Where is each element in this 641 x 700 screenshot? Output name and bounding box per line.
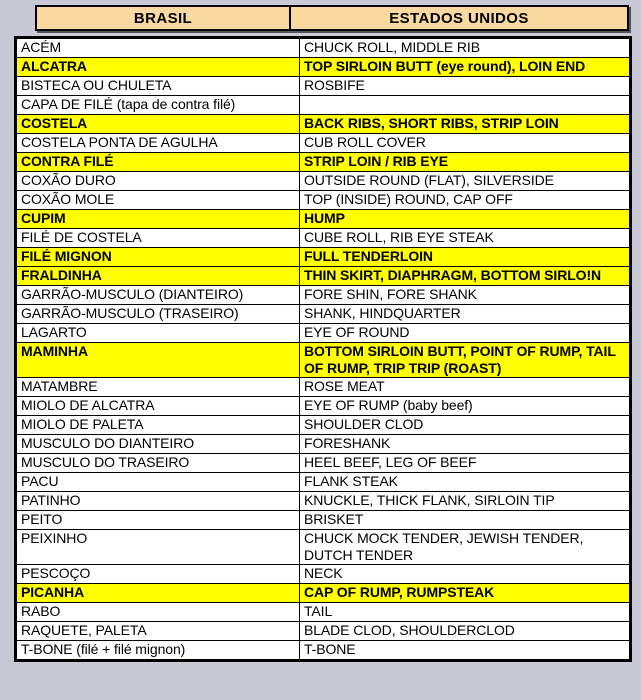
cell-estados-unidos: EYE OF ROUND <box>300 324 630 343</box>
table-row <box>17 267 630 286</box>
cell-estados-unidos: CHUCK ROLL, MIDDLE RIB <box>300 39 630 58</box>
table-row <box>17 641 630 660</box>
table-row <box>17 77 630 96</box>
cell-brasil: FRALDINHA <box>17 267 300 286</box>
cell-estados-unidos: BOTTOM SIRLOIN BUTT, POINT OF RUMP, TAIL OF RUMP, TRIP TRIP (ROAST) <box>300 343 630 378</box>
cell-brasil: COSTELA <box>17 115 300 134</box>
beef-cuts-table-container <box>14 36 632 662</box>
cell-brasil: COXÃO MOLE <box>17 191 300 210</box>
table-row <box>17 96 630 115</box>
cell-estados-unidos: SHANK, HINDQUARTER <box>300 305 630 324</box>
cell-estados-unidos: THIN SKIRT, DIAPHRAGM, BOTTOM SIRLO!N <box>300 267 630 286</box>
cell-estados-unidos: ROSE MEAT <box>300 378 630 397</box>
table-row <box>17 172 630 191</box>
cell-estados-unidos: FORESHANK <box>300 435 630 454</box>
table-row <box>17 305 630 324</box>
cell-estados-unidos: HEEL BEEF, LEG OF BEEF <box>300 454 630 473</box>
cell-brasil: FILÉ MIGNON <box>17 248 300 267</box>
cell-brasil: PATINHO <box>17 492 300 511</box>
cell-brasil: ALCATRA <box>17 58 300 77</box>
cell-estados-unidos: NECK <box>300 565 630 584</box>
cell-estados-unidos: CUB ROLL COVER <box>300 134 630 153</box>
table-row <box>17 115 630 134</box>
cell-estados-unidos: STRIP LOIN / RIB EYE <box>300 153 630 172</box>
cell-estados-unidos: OUTSIDE ROUND (FLAT), SILVERSIDE <box>300 172 630 191</box>
table-row <box>17 191 630 210</box>
table-row <box>17 454 630 473</box>
table-row <box>17 511 630 530</box>
table-row <box>17 416 630 435</box>
table-header-band <box>35 5 629 31</box>
cell-estados-unidos: CHUCK MOCK TENDER, JEWISH TENDER, DUTCH TENDER <box>300 530 630 565</box>
cell-estados-unidos: TAIL <box>300 603 630 622</box>
cell-brasil: COXÃO DURO <box>17 172 300 191</box>
table-row <box>17 343 630 378</box>
cell-estados-unidos: ROSBIFE <box>300 77 630 96</box>
table-row <box>17 473 630 492</box>
cell-brasil: PESCOÇO <box>17 565 300 584</box>
cell-estados-unidos: FULL TENDERLOIN <box>300 248 630 267</box>
cell-brasil: BISTECA OU CHULETA <box>17 77 300 96</box>
cell-brasil: RABO <box>17 603 300 622</box>
cell-brasil: MATAMBRE <box>17 378 300 397</box>
table-row <box>17 435 630 454</box>
cell-estados-unidos: T-BONE <box>300 641 630 660</box>
table-row <box>17 210 630 229</box>
table-row <box>17 584 630 603</box>
table-row <box>17 134 630 153</box>
table-row <box>17 58 630 77</box>
cell-estados-unidos: TOP (INSIDE) ROUND, CAP OFF <box>300 191 630 210</box>
table-row <box>17 153 630 172</box>
cell-estados-unidos: BRISKET <box>300 511 630 530</box>
cell-brasil: PACU <box>17 473 300 492</box>
cell-estados-unidos: BACK RIBS, SHORT RIBS, STRIP LOIN <box>300 115 630 134</box>
cell-brasil: GARRÃO-MUSCULO (DIANTEIRO) <box>17 286 300 305</box>
cell-brasil: CUPIM <box>17 210 300 229</box>
table-row <box>17 603 630 622</box>
table-row <box>17 39 630 58</box>
table-row <box>17 286 630 305</box>
cell-brasil: COSTELA PONTA DE AGULHA <box>17 134 300 153</box>
cell-estados-unidos: KNUCKLE, THICK FLANK, SIRLOIN TIP <box>300 492 630 511</box>
cell-estados-unidos: HUMP <box>300 210 630 229</box>
table-row <box>17 622 630 641</box>
cell-estados-unidos: FORE SHIN, FORE SHANK <box>300 286 630 305</box>
cell-estados-unidos: EYE OF RUMP (baby beef) <box>300 397 630 416</box>
table-row <box>17 229 630 248</box>
cell-brasil: FILÉ DE COSTELA <box>17 229 300 248</box>
cell-brasil: CONTRA FILÉ <box>17 153 300 172</box>
table-row <box>17 248 630 267</box>
cell-estados-unidos: BLADE CLOD, SHOULDERCLOD <box>300 622 630 641</box>
cell-brasil: PEITO <box>17 511 300 530</box>
table-row <box>17 397 630 416</box>
table-row <box>17 530 630 565</box>
cell-estados-unidos <box>300 96 630 115</box>
cell-brasil: CAPA DE FILÉ (tapa de contra filé) <box>17 96 300 115</box>
table-row <box>17 324 630 343</box>
beef-cuts-table <box>16 38 630 660</box>
cell-brasil: MUSCULO DO TRASEIRO <box>17 454 300 473</box>
cell-brasil: MAMINHA <box>17 343 300 378</box>
table-row <box>17 492 630 511</box>
cell-brasil: ACÉM <box>17 39 300 58</box>
cell-brasil: GARRÃO-MUSCULO (TRASEIRO) <box>17 305 300 324</box>
cell-estados-unidos: SHOULDER CLOD <box>300 416 630 435</box>
cell-brasil: PICANHA <box>17 584 300 603</box>
cell-brasil: LAGARTO <box>17 324 300 343</box>
cell-brasil: PEIXINHO <box>17 530 300 565</box>
cell-estados-unidos: FLANK STEAK <box>300 473 630 492</box>
column-header-estados-unidos: ESTADOS UNIDOS <box>291 7 627 29</box>
cell-brasil: MUSCULO DO DIANTEIRO <box>17 435 300 454</box>
table-row <box>17 378 630 397</box>
cell-estados-unidos: CAP OF RUMP, RUMPSTEAK <box>300 584 630 603</box>
table-body <box>17 39 630 660</box>
table-row <box>17 565 630 584</box>
cell-estados-unidos: TOP SIRLOIN BUTT (eye round), LOIN END <box>300 58 630 77</box>
cell-brasil: T-BONE (filé + filé mignon) <box>17 641 300 660</box>
cell-brasil: RAQUETE, PALETA <box>17 622 300 641</box>
cell-estados-unidos: CUBE ROLL, RIB EYE STEAK <box>300 229 630 248</box>
cell-brasil: MIOLO DE PALETA <box>17 416 300 435</box>
cell-brasil: MIOLO DE ALCATRA <box>17 397 300 416</box>
column-header-brasil: BRASIL <box>37 7 291 29</box>
